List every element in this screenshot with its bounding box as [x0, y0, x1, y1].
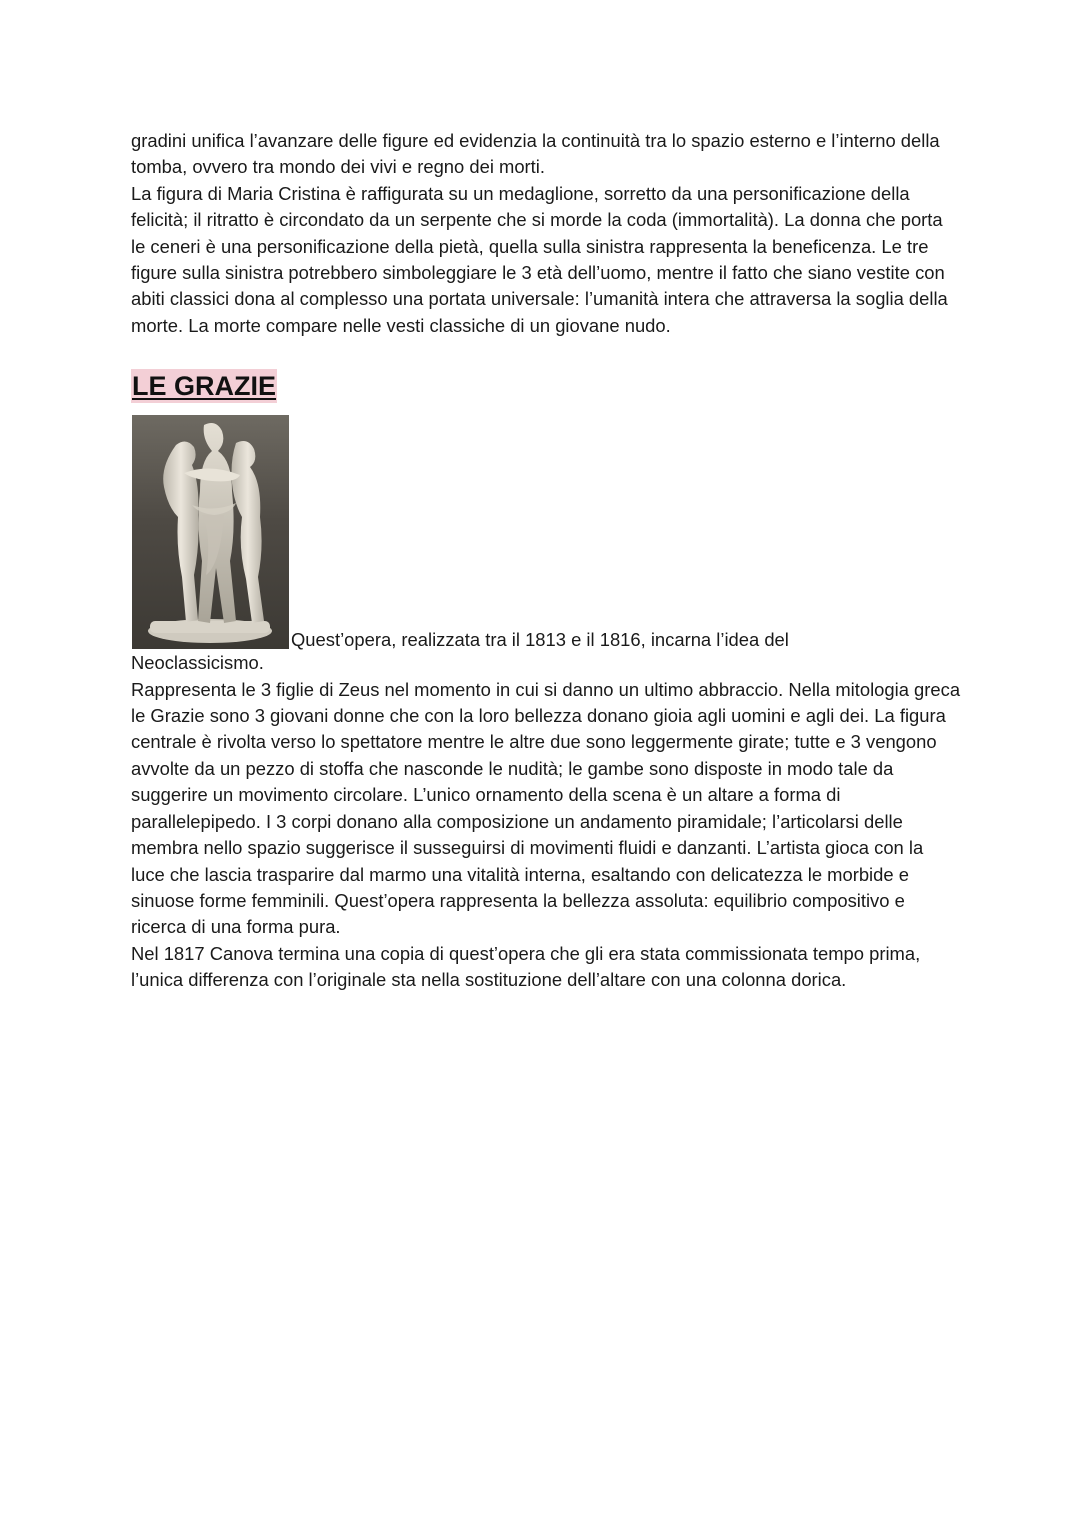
figure-block — [131, 415, 961, 650]
canova-copy-paragraph: Nel 1817 Canova termina una copia di quest’opera che gli era stata commissionata tempo prima, l’unica differenza con l’originale sta nella sostituzione dell’altare con una colonna dorica. — [131, 942, 921, 991]
three-graces-statue-image — [132, 415, 289, 649]
intro-paragraph: gradini unifica l’avanzare delle figure ed evidenzia la continuità tra lo spazio esterno e l’interno della tomba, ovvero tra mondo dei vivi e regno dei morti. — [131, 130, 940, 178]
figure-inline-caption: Quest’opera, realizzata tra il 1813 e il 1816, incarna l’idea del — [291, 629, 789, 651]
section-heading-wrapper — [131, 369, 961, 415]
caption-continuation: Neoclassicismo. — [131, 652, 264, 674]
section-heading: LE GRAZIE — [132, 371, 277, 402]
maria-cristina-paragraph: La figura di Maria Cristina è raffigurata su un medaglione, sorretto da una personificazione della felicità; il ritratto è circondato da un serpente che si morde la coda (immortalità). La donna che porta le ceneri è una personificazione della pietà, quella sulla sinistra rappresenta la beneficenza. Le tre figure sulla sinistra potrebbero simboleggiare le 3 età dell’uomo, mentre il fatto che siano vestite con abiti classici dona al complesso una portata universale: l’umanità intera che attraversa la soglia della morte. La morte compare nelle vesti classiche di un giovane nudo. — [131, 182, 948, 336]
grazie-description-paragraph: Rappresenta le 3 figlie di Zeus nel momento in cui si danno un ultimo abbraccio. Nella mitologia greca le Grazie sono 3 giovani donne che con la loro bellezza donano gioia agli uomini e agli dei. La figura centrale è rivolta verso lo spettatore mentre le altre due sono leggermente girate; tutte e 3 vengono avvolte da un pezzo di stoffa che nasconde le nudità; le gambe sono disposte in modo tale da suggerire un movimento circolare. L’unico ornamento della scena è un altare a forma di parallelepipedo. I 3 corpi donano alla composizione un andamento piramidale; l’articolarsi delle membra nello spazio suggerisce il susseguirsi di movimenti fluidi e danzanti. L’artista gioca con la luce che lascia trasparire dal marmo una vitalità interna, esaltando con delicatezza le morbide e sinuose forme femminili. Quest’opera rappresenta la bellezza assoluta: equilibrio compositivo e ricerca di una forma pura. — [131, 678, 961, 938]
document-page — [131, 128, 961, 994]
